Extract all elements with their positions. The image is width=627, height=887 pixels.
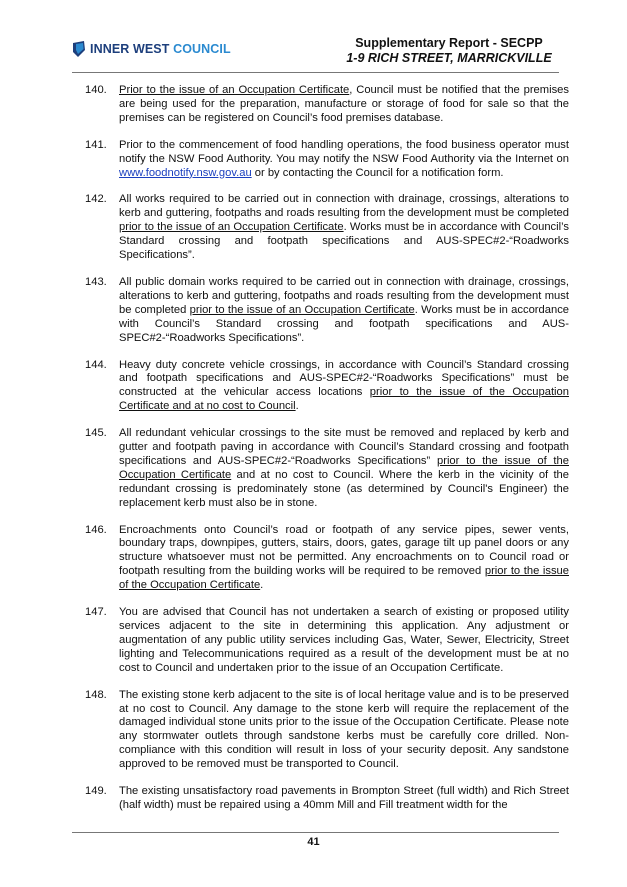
condition-text (119, 689, 569, 772)
condition-number: 146. (85, 523, 107, 536)
underlined-text: prior to the issue of the Occupation Certificate (119, 454, 569, 481)
condition-number: 145. (85, 427, 107, 440)
underlined-text: Prior to the issue of an Occupation Certificate (119, 84, 350, 96)
condition-item (85, 606, 569, 676)
text-segment: . (260, 579, 264, 592)
condition-item (85, 193, 569, 263)
condition-item (85, 785, 569, 813)
logo-text: INNER WEST COUNCIL (90, 42, 231, 56)
report-title-block (339, 36, 559, 66)
text-segment: or by contacting the Council for a notification form. (251, 166, 504, 179)
text-segment: The existing unsatisfactory road pavements in Brompton Street (full width) and Rich Street (half width) must be repaired using a 40mm Mill and Fill treatment width for the (119, 785, 569, 811)
condition-number: 141. (85, 138, 107, 151)
text-segment: Heavy duty concrete vehicle crossings, in accordance with Council’s Standard crossing and footpath specifications and AUS-SPEC#2-“Roadworks Specifications” must be constructed at the vehicular access locations (119, 358, 569, 399)
condition-item (85, 524, 569, 594)
condition-text (119, 427, 569, 510)
text-segment: Encroachments onto Council’s road or footpath of any service pipes, sewer vents, boundary traps, downpipes, gutters, stairs, doors, gates, garage tilt up panel doors or any structure whatsoever must not be permitted. Any encroachments on to Council road or footpath resulting from the building works will be required to be removed (119, 523, 569, 578)
text-segment: All redundant vehicular crossings to the site must be removed and replaced by kerb and gutter and footpath paving in accordance with Council’s Standard crossing and footpath specifications and AUS-SPEC#2-“Roadworks Specifications” (119, 427, 569, 467)
text-segment: All public domain works required to be carried out in connection with drainage, crossings, alterations to kerb and guttering, footpaths and roads resulting from the development must be completed (119, 275, 569, 316)
condition-number: 148. (85, 688, 107, 701)
text-segment: , Council must be notified that the premises are being used for the preparation, manufacture or storage of food for sale so that the premises can be registered on Council’s food premises database. (119, 84, 569, 124)
condition-text (119, 606, 569, 676)
text-segment: All works required to be carried out in connection with drainage, crossings, alterations to kerb and guttering, footpaths and roads resulting from the development must be completed (119, 193, 569, 220)
page-header (72, 36, 559, 70)
condition-item (85, 139, 569, 181)
condition-number: 143. (85, 275, 107, 288)
underlined-text: prior to the issue of an Occupation Certificate (119, 221, 344, 234)
condition-text (119, 193, 569, 263)
condition-item (85, 359, 569, 415)
text-segment: You are advised that Council has not undertaken a search of existing or proposed utility services adjacent to the site in determining this application. Any adjustment or augmentation of any public utility services including Gas, Water, Sewer, Electricity, Street lighting and Telecommunications required as a result of the development must be at no cost to Council and undertaken prior to the issue of an Occupation Certificate. (119, 606, 569, 674)
condition-number: 147. (85, 606, 107, 619)
condition-item (85, 689, 569, 772)
condition-number: 140. (85, 84, 107, 96)
text-segment: Prior to the commencement of food handling operations, the food business operator must notify the NSW Food Authority. You may notify the NSW Food Authority via the Internet on (119, 138, 569, 165)
conditions-list (85, 84, 569, 826)
condition-text (119, 276, 569, 346)
condition-text (119, 359, 569, 415)
condition-text (119, 785, 569, 813)
condition-item (85, 276, 569, 346)
condition-text (119, 524, 569, 594)
header-rule (72, 72, 559, 73)
underlined-text: prior to the issue of the Occupation Certificate (119, 565, 569, 592)
report-title: Supplementary Report - SECPP (355, 36, 543, 50)
foodnotify-link[interactable]: www.foodnotify.nsw.gov.au (119, 166, 252, 179)
council-logo-icon (72, 41, 86, 57)
condition-number: 142. (85, 193, 107, 206)
report-address: 1-9 RICH STREET, MARRICKVILLE (346, 51, 552, 65)
underlined-text: prior to the issue of the Occupation Certificate and at no cost to Council (119, 386, 569, 413)
council-logo (72, 41, 231, 57)
text-segment: The existing stone kerb adjacent to the site is of local heritage value and is to be preserved at no cost to Council. Any damage to the stone kerb will require the replacement of the damaged individual stone units prior to the issue of the Occupation Certificate. Please note any stormwater outlets through sandstone kerbs must be carefully core drilled. Non-compliance with this condition will result in loss of your security deposit. Any sandstone approved to be removed must be transported to Council. (119, 688, 569, 771)
underlined-text: prior to the issue of an Occupation Certificate (189, 303, 415, 316)
text-segment: and at no cost to Council. Where the kerb in the vicinity of the redundant crossing is predominately stone (as determined by Council's Engineer) the replacement kerb must also be in stone. (119, 468, 569, 509)
text-segment: . Works must be in accordance with Council’s Standard crossing and footpath specifications and AUS-SPEC#2-“Roadworks Specifications”. (119, 303, 570, 344)
condition-number: 144. (85, 358, 107, 371)
page-number: 41 (307, 836, 320, 848)
condition-text (119, 84, 569, 126)
footer-rule (72, 832, 559, 833)
condition-text (119, 139, 569, 181)
condition-number: 149. (85, 785, 107, 798)
condition-item (85, 84, 569, 126)
text-segment: . Works must be in accordance with Council’s Standard crossing and footpath specifications and AUS-SPEC#2-“Roadworks Specifications”. (119, 221, 569, 262)
condition-item (85, 427, 569, 510)
text-segment: . (295, 400, 299, 413)
